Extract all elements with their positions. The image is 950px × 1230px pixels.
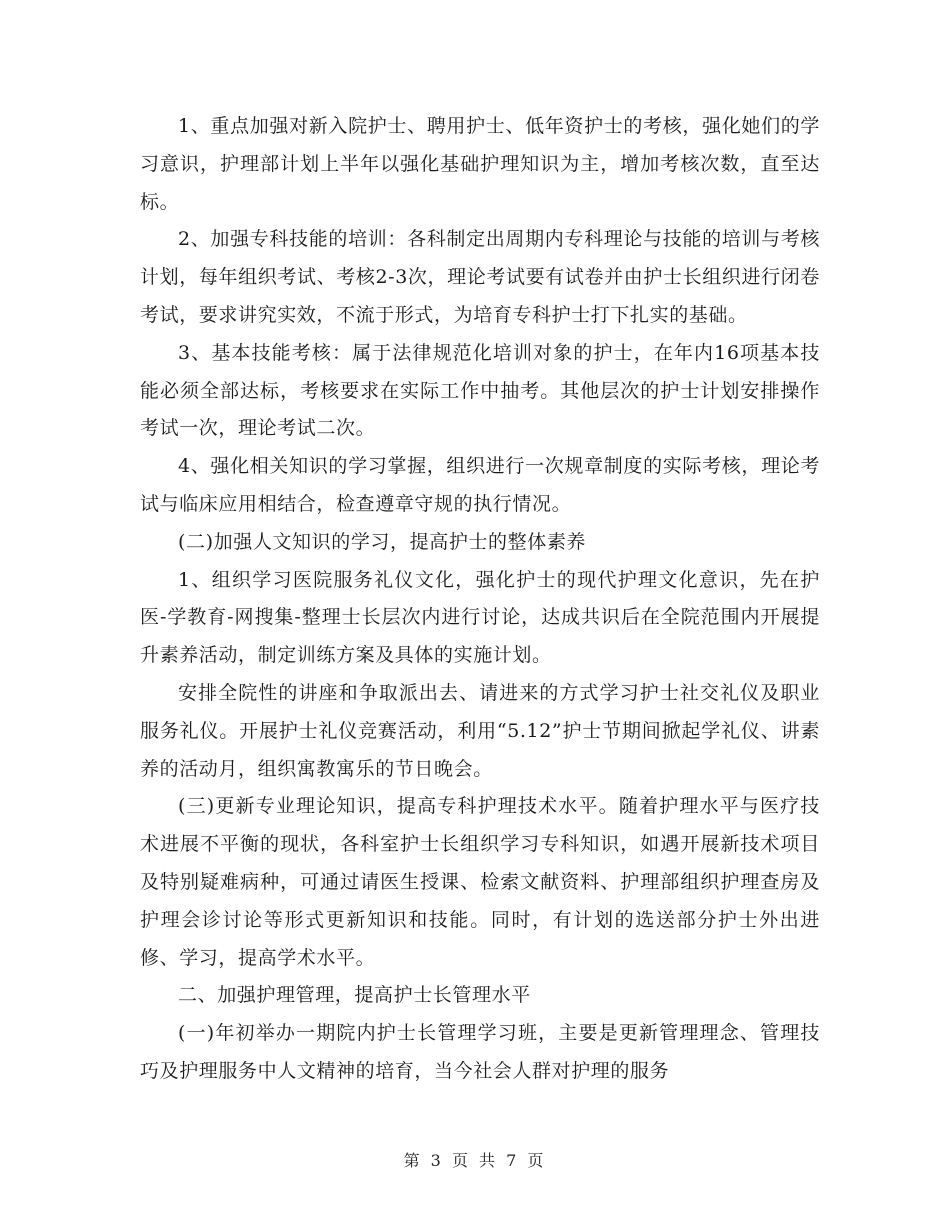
paragraph-6: 安排全院性的讲座和争取派出去、请进来的方式学习护士社交礼仪及职业服务礼仪。开展护士礼仪竞赛活动，利用“5.12”护士节期间掀起学礼仪、讲素养的活动月，组织寓教寓乐的节日晚会。 [140,681,820,780]
paragraph-3: 3、基本技能考核：属于法律规范化培训对象的护士，在年内16项基本技能必须全部达标，考核要求在实际工作中抽考。其他层次的护士计划安排操作考试一次，理论考试二次。 [140,341,820,440]
chapter-heading-2: 二、加强护理管理，提高护士长管理水平 [178,984,531,1007]
page-number-footer: 第 3 页 共 7 页 [403,1151,547,1170]
paragraph-7: (三)更新专业理论知识，提高专科护理技术水平。随着护理水平与医疗技术进展不平衡的现状，各科室护士长组织学习专科知识，如遇开展新技术项目及特别疑难病种，可通过请医生授课、检索文献资料、护理部组织护理查房及护理会诊讨论等形式更新知识和技能。同时，有计划的选送部分护士外出进修、学习，提高学术水平。 [140,795,820,969]
section-heading-2: (二)加强人文知识的学习，提高护士的整体素养 [178,530,587,553]
body-text [140,108,820,1091]
paragraph-8: (一)年初举办一期院内护士长管理学习班，主要是更新管理理念、管理技巧及护理服务中人文精神的培育，当今社会人群对护理的服务 [140,1022,820,1082]
paragraph-5: 1、组织学习医院服务礼仪文化，强化护士的现代护理文化意识，先在护医-学教育-网搜集-整理士长层次内进行讨论，达成共识后在全院范围内开展提升素养活动，制定训练方案及具体的实施计划。 [140,568,820,667]
paragraph-2: 2、加强专科技能的培训：各科制定出周期内专科理论与技能的培训与考核计划，每年组织考试、考核2-3次，理论考试要有试卷并由护士长组织进行闭卷考试，要求讲究实效，不流于形式，为培育专科护士打下扎实的基础。 [140,228,820,326]
paragraph-1: 1、重点加强对新入院护士、聘用护士、低年资护士的考核，强化她们的学习意识，护理部计划上半年以强化基础护理知识为主，增加考核次数，直至达标。 [140,115,820,213]
paragraph-4: 4、强化相关知识的学习掌握，组织进行一次规章制度的实际考核，理论考试与临床应用相结合，检查遵章守规的执行情况。 [140,455,820,515]
